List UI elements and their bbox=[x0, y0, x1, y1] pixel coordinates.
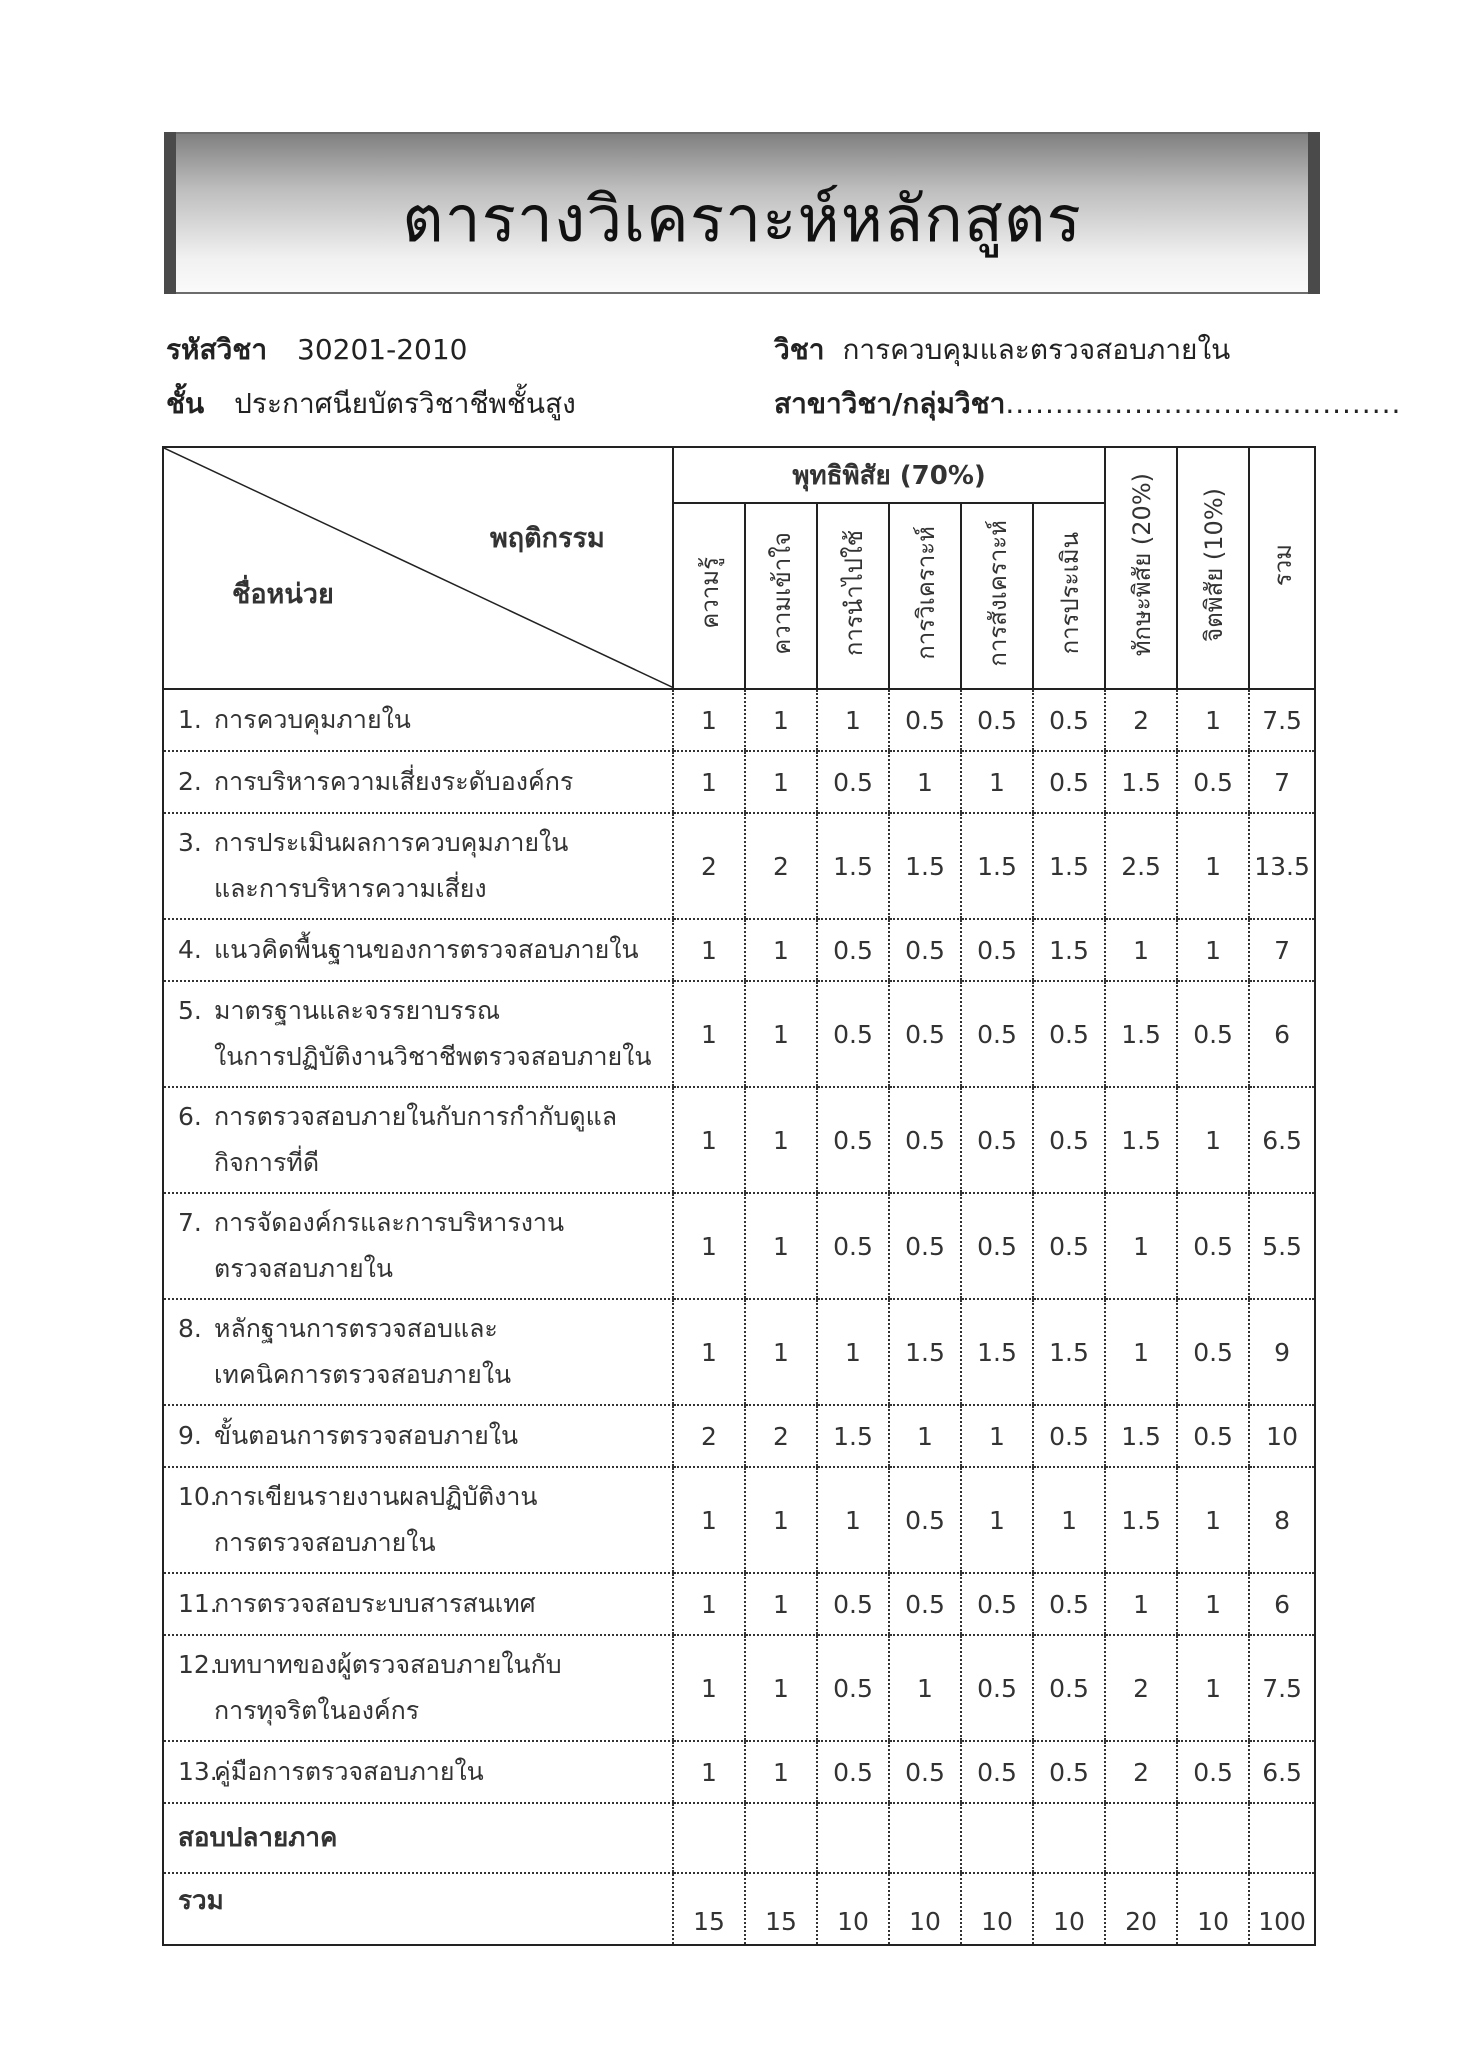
score-cell: 1.5 bbox=[1105, 1087, 1177, 1193]
score-cell: 2 bbox=[745, 813, 817, 919]
score-cell: 1 bbox=[1177, 1087, 1249, 1193]
score-cell: 1.5 bbox=[961, 813, 1033, 919]
score-cell: 1 bbox=[673, 919, 745, 981]
unit-name-text: มาตรฐานและจรรยาบรรณ bbox=[214, 996, 501, 1025]
score-cell: 0.5 bbox=[961, 689, 1033, 751]
unit-name-cell bbox=[163, 1741, 673, 1803]
score-cell: 0.5 bbox=[817, 1573, 889, 1635]
score-cell: 1 bbox=[961, 751, 1033, 813]
total-score-cell: 100 bbox=[1249, 1873, 1315, 1945]
score-cell: 1 bbox=[1105, 919, 1177, 981]
score-cell: 1 bbox=[745, 1741, 817, 1803]
unit-name-text: ขั้นตอนการตรวจสอบภายใน bbox=[214, 1421, 519, 1450]
unit-number: 4. bbox=[178, 935, 202, 964]
col-header-understanding: ความเข้าใจ bbox=[745, 503, 817, 689]
unit-number: 1. bbox=[178, 705, 202, 734]
total-row bbox=[163, 1873, 1315, 1945]
score-cell: 0.5 bbox=[961, 1635, 1033, 1741]
score-cell: 0.5 bbox=[817, 1635, 889, 1741]
score-cell: 0.5 bbox=[1033, 1405, 1105, 1467]
total-score-cell: 10 bbox=[817, 1873, 889, 1945]
score-cell: 1 bbox=[673, 1635, 745, 1741]
unit-name-line: การตรวจสอบภายใน bbox=[214, 1528, 436, 1557]
total-score-cell: 10 bbox=[1033, 1873, 1105, 1945]
score-cell: 0.5 bbox=[961, 1741, 1033, 1803]
col-header-psychomotor: ทักษะพิสัย (20%) bbox=[1105, 447, 1177, 689]
score-cell: 0.5 bbox=[961, 919, 1033, 981]
unit-name-text: การควบคุมภายใน bbox=[214, 705, 411, 734]
field-value: ........................................ bbox=[1005, 387, 1402, 420]
exam-score-cell bbox=[673, 1803, 745, 1873]
score-cell: 1 bbox=[1177, 1635, 1249, 1741]
score-cell: 0.5 bbox=[1033, 1635, 1105, 1741]
unit-name-line bbox=[178, 697, 672, 743]
level-value: ประกาศนียบัตรวิชาชีพชั้นสูง bbox=[234, 387, 576, 420]
field bbox=[774, 382, 1401, 426]
score-cell: 1.5 bbox=[1105, 1405, 1177, 1467]
corner-diagonal bbox=[164, 448, 673, 688]
unit-name-cell bbox=[163, 751, 673, 813]
unit-name-cell bbox=[163, 813, 673, 919]
col-header-affective: จิตพิสัย (10%) bbox=[1177, 447, 1249, 689]
exam-score-cell bbox=[1177, 1803, 1249, 1873]
score-cell: 0.5 bbox=[817, 751, 889, 813]
total-score-cell: 20 bbox=[1105, 1873, 1177, 1945]
score-cell: 1 bbox=[1177, 1467, 1249, 1573]
unit-name-text: การเขียนรายงานผลปฏิบัติงาน bbox=[214, 1482, 538, 1511]
score-cell: 2 bbox=[673, 1405, 745, 1467]
score-cell: 1 bbox=[745, 1299, 817, 1405]
unit-name-cell bbox=[163, 1467, 673, 1573]
unit-number: 3. bbox=[178, 828, 202, 857]
exam-score-cell bbox=[745, 1803, 817, 1873]
score-cell: 1 bbox=[817, 689, 889, 751]
score-cell: 0.5 bbox=[889, 689, 961, 751]
score-cell: 2 bbox=[1105, 689, 1177, 751]
score-cell: 1 bbox=[745, 1635, 817, 1741]
score-cell: 1 bbox=[673, 1741, 745, 1803]
corner-behavior-label: พฤติกรรม bbox=[490, 523, 605, 554]
unit-name-cell bbox=[163, 1299, 673, 1405]
exam-score-cell bbox=[1105, 1803, 1177, 1873]
score-cell: 1 bbox=[673, 1087, 745, 1193]
col-header-analysis: การวิเคราะห์ bbox=[889, 503, 961, 689]
course-code bbox=[166, 328, 467, 372]
total-score-cell: 10 bbox=[961, 1873, 1033, 1945]
unit-name-line bbox=[178, 927, 672, 973]
course-code-label: รหัสวิชา bbox=[166, 333, 268, 366]
score-cell: 1 bbox=[673, 1573, 745, 1635]
exam-score-cell bbox=[1033, 1803, 1105, 1873]
score-cell: 0.5 bbox=[1033, 981, 1105, 1087]
unit-name-line: ในการปฏิบัติงานวิชาชีพตรวจสอบภายใน bbox=[214, 1042, 652, 1071]
table-row bbox=[163, 1635, 1315, 1741]
score-cell: 1 bbox=[961, 1467, 1033, 1573]
score-cell: 2 bbox=[1105, 1741, 1177, 1803]
score-cell: 1.5 bbox=[1105, 1467, 1177, 1573]
score-cell: 1 bbox=[745, 1193, 817, 1299]
unit-name-line: และการบริหารความเสี่ยง bbox=[214, 874, 487, 903]
score-cell: 0.5 bbox=[1177, 1405, 1249, 1467]
score-cell: 1 bbox=[673, 689, 745, 751]
unit-name-text: การตรวจสอบภายในกับการกำกับดูแล bbox=[214, 1102, 618, 1131]
score-cell: 7.5 bbox=[1249, 1635, 1315, 1741]
total-score-cell: 15 bbox=[745, 1873, 817, 1945]
score-cell: 6 bbox=[1249, 981, 1315, 1087]
table-corner-header bbox=[163, 447, 673, 689]
title-banner bbox=[164, 132, 1320, 294]
score-cell: 1 bbox=[1105, 1193, 1177, 1299]
score-cell: 0.5 bbox=[961, 1193, 1033, 1299]
unit-name-line bbox=[178, 1581, 672, 1627]
score-cell: 0.5 bbox=[1033, 1741, 1105, 1803]
subject-label: วิชา bbox=[774, 333, 825, 366]
score-cell: 1 bbox=[961, 1405, 1033, 1467]
subject bbox=[774, 328, 1230, 372]
unit-name-line bbox=[178, 1642, 672, 1688]
unit-number: 11. bbox=[178, 1589, 218, 1618]
exam-score-cell bbox=[1249, 1803, 1315, 1873]
score-cell: 0.5 bbox=[889, 1573, 961, 1635]
unit-name-line bbox=[178, 1200, 672, 1246]
score-cell: 1.5 bbox=[817, 1405, 889, 1467]
score-cell: 7.5 bbox=[1249, 689, 1315, 751]
score-cell: 0.5 bbox=[961, 1087, 1033, 1193]
score-cell: 1 bbox=[889, 751, 961, 813]
unit-number: 9. bbox=[178, 1421, 202, 1450]
score-cell: 1.5 bbox=[1105, 981, 1177, 1087]
score-cell: 0.5 bbox=[817, 919, 889, 981]
exam-score-cell bbox=[889, 1803, 961, 1873]
table-row bbox=[163, 751, 1315, 813]
page-title: ตารางวิเคราะห์หลักสูตร bbox=[402, 183, 1082, 257]
score-cell: 10 bbox=[1249, 1405, 1315, 1467]
unit-name-line bbox=[178, 820, 672, 866]
unit-name-text: การจัดองค์กรและการบริหารงาน bbox=[214, 1208, 565, 1237]
col-header-evaluation: การประเมิน bbox=[1033, 503, 1105, 689]
score-cell: 6.5 bbox=[1249, 1741, 1315, 1803]
score-cell: 1.5 bbox=[889, 813, 961, 919]
unit-name-line bbox=[178, 1094, 672, 1140]
unit-name-text: แนวคิดพื้นฐานของการตรวจสอบภายใน bbox=[214, 935, 639, 964]
unit-name-line: เทคนิคการตรวจสอบภายใน bbox=[214, 1360, 512, 1389]
unit-name-text: การบริหารความเสี่ยงระดับองค์กร bbox=[214, 767, 574, 796]
exam-score-cell bbox=[817, 1803, 889, 1873]
score-cell: 1 bbox=[1177, 813, 1249, 919]
score-cell: 13.5 bbox=[1249, 813, 1315, 919]
score-cell: 0.5 bbox=[1033, 689, 1105, 751]
unit-number: 7. bbox=[178, 1208, 202, 1237]
score-cell: 0.5 bbox=[889, 981, 961, 1087]
total-score-cell: 10 bbox=[1177, 1873, 1249, 1945]
score-cell: 0.5 bbox=[889, 1741, 961, 1803]
unit-name-line bbox=[178, 1749, 672, 1795]
score-cell: 0.5 bbox=[889, 919, 961, 981]
unit-name-line: กิจการที่ดี bbox=[214, 1148, 320, 1177]
unit-name-cell bbox=[163, 1405, 673, 1467]
score-cell: 0.5 bbox=[961, 981, 1033, 1087]
table-row bbox=[163, 1467, 1315, 1573]
score-cell: 6.5 bbox=[1249, 1087, 1315, 1193]
score-cell: 0.5 bbox=[889, 1467, 961, 1573]
col-header-application: การนำไปใช้ bbox=[817, 503, 889, 689]
unit-name-text: คู่มือการตรวจสอบภายใน bbox=[214, 1757, 484, 1786]
unit-name-cell bbox=[163, 1087, 673, 1193]
score-cell: 1 bbox=[745, 1467, 817, 1573]
score-cell: 0.5 bbox=[1177, 751, 1249, 813]
score-cell: 1.5 bbox=[817, 813, 889, 919]
unit-number: 10. bbox=[178, 1482, 218, 1511]
table-row bbox=[163, 1299, 1315, 1405]
table-row bbox=[163, 981, 1315, 1087]
score-cell: 5.5 bbox=[1249, 1193, 1315, 1299]
unit-name-text: หลักฐานการตรวจสอบและ bbox=[214, 1314, 498, 1343]
unit-name-text: การประเมินผลการควบคุมภายใน bbox=[214, 828, 569, 857]
col-header-knowledge: ความรู้ bbox=[673, 503, 745, 689]
unit-name-line: การทุจริตในองค์กร bbox=[214, 1696, 420, 1725]
score-cell: 7 bbox=[1249, 919, 1315, 981]
subject-value: การควบคุมและตรวจสอบภายใน bbox=[842, 333, 1231, 366]
score-cell: 7 bbox=[1249, 751, 1315, 813]
score-cell: 2.5 bbox=[1105, 813, 1177, 919]
score-cell: 1 bbox=[673, 751, 745, 813]
curriculum-analysis-table bbox=[162, 446, 1316, 1946]
unit-name-line bbox=[178, 1474, 672, 1520]
score-cell: 1 bbox=[1177, 1573, 1249, 1635]
score-cell: 0.5 bbox=[1177, 1299, 1249, 1405]
score-cell: 0.5 bbox=[817, 1087, 889, 1193]
col-header-total: รวม bbox=[1249, 447, 1315, 689]
unit-name-text: บทบาทของผู้ตรวจสอบภายในกับ bbox=[214, 1650, 562, 1679]
score-cell: 1.5 bbox=[961, 1299, 1033, 1405]
unit-name-cell bbox=[163, 1193, 673, 1299]
score-cell: 1.5 bbox=[1105, 751, 1177, 813]
unit-name-line bbox=[178, 988, 672, 1034]
table-row bbox=[163, 689, 1315, 751]
level-label: ชั้น bbox=[166, 387, 205, 420]
score-cell: 1.5 bbox=[889, 1299, 961, 1405]
score-cell: 2 bbox=[673, 813, 745, 919]
score-cell: 1 bbox=[1033, 1467, 1105, 1573]
score-cell: 0.5 bbox=[1177, 1741, 1249, 1803]
score-cell: 1 bbox=[1105, 1299, 1177, 1405]
score-cell: 2 bbox=[1105, 1635, 1177, 1741]
table-row bbox=[163, 919, 1315, 981]
unit-number: 13. bbox=[178, 1757, 218, 1786]
score-cell: 1 bbox=[673, 1193, 745, 1299]
unit-number: 12. bbox=[178, 1650, 218, 1679]
score-cell: 1 bbox=[673, 981, 745, 1087]
score-cell: 1 bbox=[673, 1467, 745, 1573]
exam-label: สอบปลายภาค bbox=[163, 1803, 673, 1873]
total-label: รวม bbox=[163, 1873, 673, 1945]
table-row bbox=[163, 1193, 1315, 1299]
unit-number: 2. bbox=[178, 767, 202, 796]
unit-name-cell bbox=[163, 981, 673, 1087]
field-label: สาขาวิชา/กลุ่มวิชา bbox=[774, 387, 1006, 420]
course-code-value: 30201-2010 bbox=[297, 333, 468, 366]
cognitive-group-header: พุทธิพิสัย (70%) bbox=[673, 447, 1105, 503]
corner-unit-label: ชื่อหน่วย bbox=[232, 579, 334, 610]
score-cell: 0.5 bbox=[817, 1193, 889, 1299]
score-cell: 1 bbox=[1177, 689, 1249, 751]
score-cell: 0.5 bbox=[1033, 1087, 1105, 1193]
score-cell: 0.5 bbox=[1033, 1573, 1105, 1635]
unit-name-cell bbox=[163, 689, 673, 751]
score-cell: 1 bbox=[745, 981, 817, 1087]
unit-name-line bbox=[178, 759, 672, 805]
score-cell: 0.5 bbox=[1177, 1193, 1249, 1299]
score-cell: 0.5 bbox=[1177, 981, 1249, 1087]
score-cell: 1 bbox=[1177, 919, 1249, 981]
score-cell: 1.5 bbox=[1033, 1299, 1105, 1405]
score-cell: 1 bbox=[745, 1087, 817, 1193]
score-cell: 1 bbox=[817, 1299, 889, 1405]
col-header-synthesis: การสังเคราะห์ bbox=[961, 503, 1033, 689]
score-cell: 0.5 bbox=[889, 1087, 961, 1193]
score-cell: 1 bbox=[745, 689, 817, 751]
score-cell: 6 bbox=[1249, 1573, 1315, 1635]
unit-name-line: ตรวจสอบภายใน bbox=[214, 1254, 393, 1283]
score-cell: 0.5 bbox=[1033, 751, 1105, 813]
unit-name-cell bbox=[163, 919, 673, 981]
total-score-cell: 15 bbox=[673, 1873, 745, 1945]
table-row bbox=[163, 813, 1315, 919]
score-cell: 1 bbox=[673, 1299, 745, 1405]
level bbox=[166, 382, 576, 426]
unit-name-line bbox=[178, 1306, 672, 1352]
score-cell: 0.5 bbox=[817, 981, 889, 1087]
table-row bbox=[163, 1741, 1315, 1803]
unit-name-cell bbox=[163, 1635, 673, 1741]
score-cell: 8 bbox=[1249, 1467, 1315, 1573]
score-cell: 0.5 bbox=[889, 1193, 961, 1299]
score-cell: 0.5 bbox=[961, 1573, 1033, 1635]
score-cell: 1.5 bbox=[1033, 813, 1105, 919]
score-cell: 2 bbox=[745, 1405, 817, 1467]
unit-name-cell bbox=[163, 1573, 673, 1635]
table-row bbox=[163, 1405, 1315, 1467]
score-cell: 1 bbox=[745, 751, 817, 813]
exam-row bbox=[163, 1803, 1315, 1873]
score-cell: 0.5 bbox=[817, 1741, 889, 1803]
score-cell: 0.5 bbox=[1033, 1193, 1105, 1299]
score-cell: 1 bbox=[1105, 1573, 1177, 1635]
exam-score-cell bbox=[961, 1803, 1033, 1873]
score-cell: 1 bbox=[745, 919, 817, 981]
score-cell: 1 bbox=[889, 1635, 961, 1741]
score-cell: 9 bbox=[1249, 1299, 1315, 1405]
score-cell: 1 bbox=[817, 1467, 889, 1573]
unit-number: 6. bbox=[178, 1102, 202, 1131]
score-cell: 1 bbox=[889, 1405, 961, 1467]
table-row bbox=[163, 1087, 1315, 1193]
unit-name-text: การตรวจสอบระบบสารสนเทศ bbox=[214, 1589, 536, 1618]
unit-number: 8. bbox=[178, 1314, 202, 1343]
unit-number: 5. bbox=[178, 996, 202, 1025]
total-score-cell: 10 bbox=[889, 1873, 961, 1945]
score-cell: 1 bbox=[745, 1573, 817, 1635]
score-cell: 1.5 bbox=[1033, 919, 1105, 981]
unit-name-line bbox=[178, 1413, 672, 1459]
table-row bbox=[163, 1573, 1315, 1635]
